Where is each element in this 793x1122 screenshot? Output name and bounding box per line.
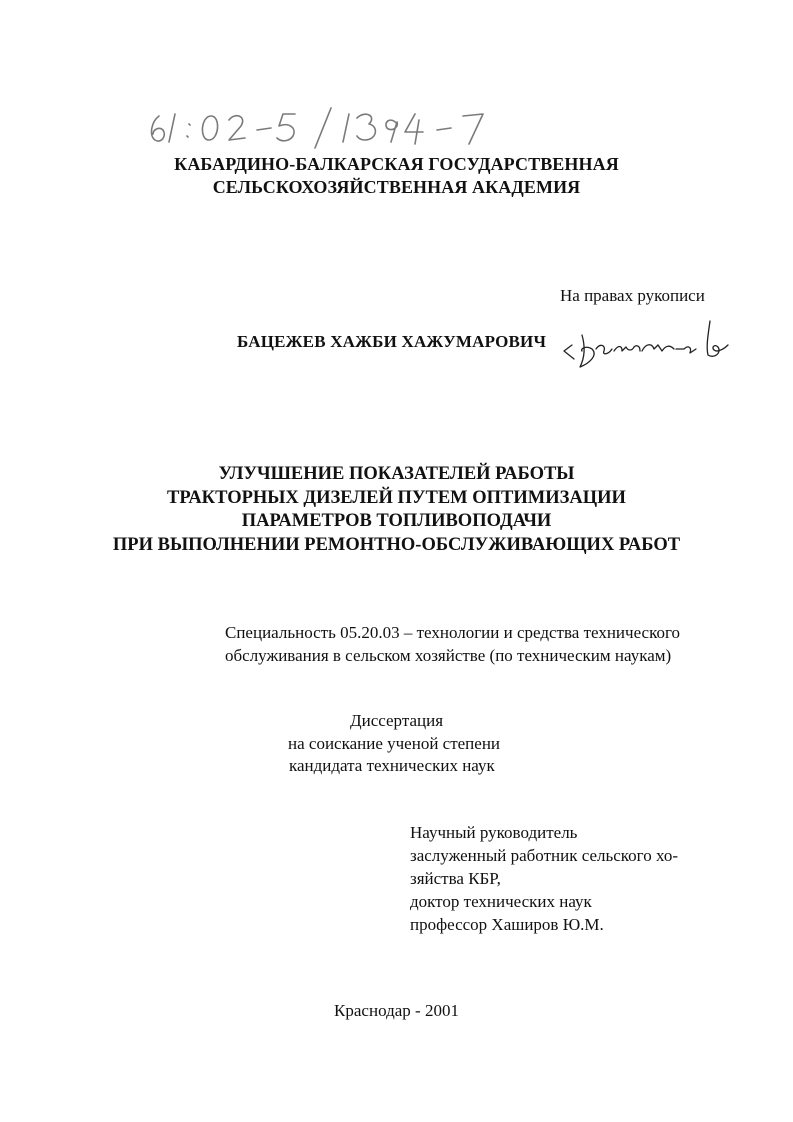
manuscript-rights-note: На правах рукописи bbox=[560, 286, 705, 305]
thesis-degree-block bbox=[0, 710, 793, 778]
supervisor-line-4: доктор технических наук bbox=[410, 892, 592, 911]
author-name: БАЦЕЖЕВ ХАЖБИ ХАЖУМАРОВИЧ bbox=[237, 332, 547, 351]
specialty-line-1: Специальность 05.20.03 – технологии и средства технического bbox=[225, 623, 681, 642]
title-line-2: ТРАКТОРНЫХ ДИЗЕЛЕЙ ПУТЕМ ОПТИМИЗАЦИИ bbox=[167, 487, 626, 508]
supervisor-block bbox=[410, 821, 678, 936]
institution-line-2: СЕЛЬСКОХОЗЯЙСТВЕННАЯ АКАДЕМИЯ bbox=[212, 177, 581, 197]
title-line-3: ПАРАМЕТРОВ ТОПЛИВОПОДАЧИ bbox=[241, 511, 552, 531]
author-signature bbox=[560, 315, 740, 375]
thesis-line-2: на соискание ученой степени bbox=[288, 733, 501, 753]
thesis-line-3: кандидата технических наук bbox=[289, 756, 495, 775]
supervisor-line-5: профессор Хаширов Ю.М. bbox=[410, 915, 604, 934]
specialty-block bbox=[225, 622, 745, 667]
title-line-4: ПРИ ВЫПОЛНЕНИИ РЕМОНТНО-ОБСЛУЖИВАЮЩИХ РАБОТ bbox=[112, 534, 681, 555]
specialty-line-2: обслуживания в сельском хозяйстве (по техническим наукам) bbox=[225, 645, 672, 665]
title-line-1: УЛУЧШЕНИЕ ПОКАЗАТЕЛЕЙ РАБОТЫ bbox=[218, 464, 575, 484]
dissertation-title bbox=[0, 463, 793, 557]
institution-name bbox=[0, 153, 793, 199]
handwritten-catalogue-number bbox=[145, 102, 565, 152]
institution-line-1: КАБАРДИНО-БАЛКАРСКАЯ ГОСУДАРСТВЕННАЯ bbox=[174, 154, 619, 174]
supervisor-line-2: заслуженный работник сельского хо- bbox=[410, 846, 678, 865]
thesis-line-1: Диссертация bbox=[350, 711, 444, 730]
supervisor-line-3: зяйства КБР, bbox=[410, 869, 501, 888]
supervisor-line-1: Научный руководитель bbox=[410, 823, 578, 842]
city-and-year: Краснодар - 2001 bbox=[334, 1001, 459, 1020]
